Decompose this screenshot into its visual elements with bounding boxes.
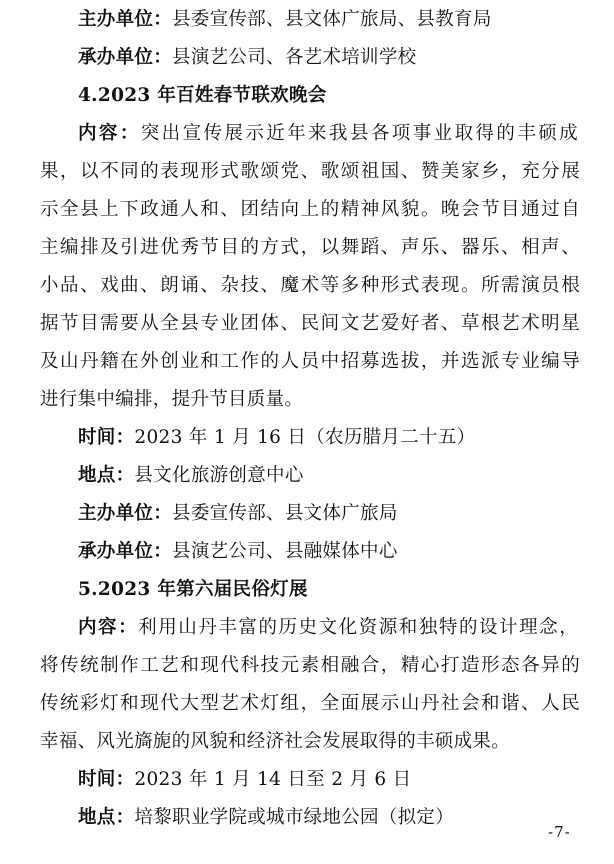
location-label: 地点 — [78, 807, 116, 828]
content-label: 内容 — [78, 617, 119, 638]
section-heading: 4.2023 年百姓春节联欢晚会 — [78, 85, 327, 106]
organizer-line: 主办单位：县委宣传部、县文体广旅局 — [78, 503, 398, 524]
content-line: 果，以不同的表现形式歌颂党、歌颂祖国、赞美家乡，充分展 — [40, 161, 580, 182]
organizer-label: 主办单位 — [78, 9, 154, 30]
organizer-value: 县委宣传部、县文体广旅局、县教育局 — [172, 9, 492, 30]
page-number: -7- — [548, 823, 571, 841]
organizer-label: 主办单位 — [78, 503, 154, 524]
content-line-first: 内容：利用山丹丰富的历史文化资源和独特的设计理念， — [78, 617, 578, 638]
content-text: 突出宣传展示近年来我县各项事业取得的丰硕成 — [140, 123, 578, 144]
location-line: 地点：培黎职业学院或城市绿地公园（拟定） — [78, 807, 455, 828]
location-value: 培黎职业学院或城市绿地公园（拟定） — [134, 807, 455, 828]
time-line: 时间：2023 年 1 月 16 日（农历腊月二十五） — [78, 427, 476, 448]
content-line: 幸福、风光旖旎的风貌和经济社会发展取得的丰硕成果。 — [40, 731, 511, 752]
content-text: 利用山丹丰富的历史文化资源和独特的设计理念， — [138, 617, 578, 638]
organizer-value: 县委宣传部、县文体广旅局 — [172, 503, 398, 524]
content-line: 小品、戏曲、朗诵、杂技、魔术等多种形式表现。所需演员根 — [40, 275, 580, 296]
contractor-line: 承办单位：县演艺公司、县融媒体中心 — [78, 541, 398, 562]
content-line: 进行集中编排，提升节目质量。 — [40, 389, 304, 410]
time-line: 时间：2023 年 1 月 14 日至 2 月 6 日 — [78, 769, 412, 790]
organizer-line: 主办单位：县委宣传部、县文体广旅局、县教育局 — [78, 9, 492, 30]
content-line-first: 内容：突出宣传展示近年来我县各项事业取得的丰硕成 — [78, 123, 578, 144]
contractor-label: 承办单位 — [78, 47, 154, 68]
location-label: 地点 — [78, 465, 116, 486]
location-value: 县文化旅游创意中心 — [134, 465, 304, 486]
time-label: 时间 — [78, 769, 116, 790]
contractor-line: 承办单位：县演艺公司、各艺术培训学校 — [78, 47, 417, 68]
contractor-value: 县演艺公司、各艺术培训学校 — [172, 47, 417, 68]
contractor-value: 县演艺公司、县融媒体中心 — [172, 541, 398, 562]
location-line: 地点：县文化旅游创意中心 — [78, 465, 304, 486]
content-line: 将传统制作工艺和现代科技元素相融合，精心打造形态各异的 — [40, 655, 580, 676]
content-line: 及山丹籍在外创业和工作的人员中招募选拔，并选派专业编导 — [40, 351, 580, 372]
content-line: 传统彩灯和现代大型艺术灯组，全面展示山丹社会和谐、人民 — [40, 693, 580, 714]
content-line: 示全县上下政通人和、团结向上的精神风貌。晚会节目通过自 — [40, 199, 580, 220]
time-value: 2023 年 1 月 16 日（农历腊月二十五） — [134, 427, 476, 448]
time-label: 时间 — [78, 427, 116, 448]
content-line: 据节目需要从全县专业团体、民间文艺爱好者、草根艺术明星 — [40, 313, 580, 334]
contractor-label: 承办单位 — [78, 541, 154, 562]
time-value: 2023 年 1 月 14 日至 2 月 6 日 — [134, 769, 412, 790]
section-heading: 5.2023 年第六届民俗灯展 — [78, 579, 308, 600]
content-line: 主编排及引进优秀节目的方式，以舞蹈、声乐、器乐、相声、 — [40, 237, 580, 258]
content-label: 内容 — [78, 123, 120, 144]
